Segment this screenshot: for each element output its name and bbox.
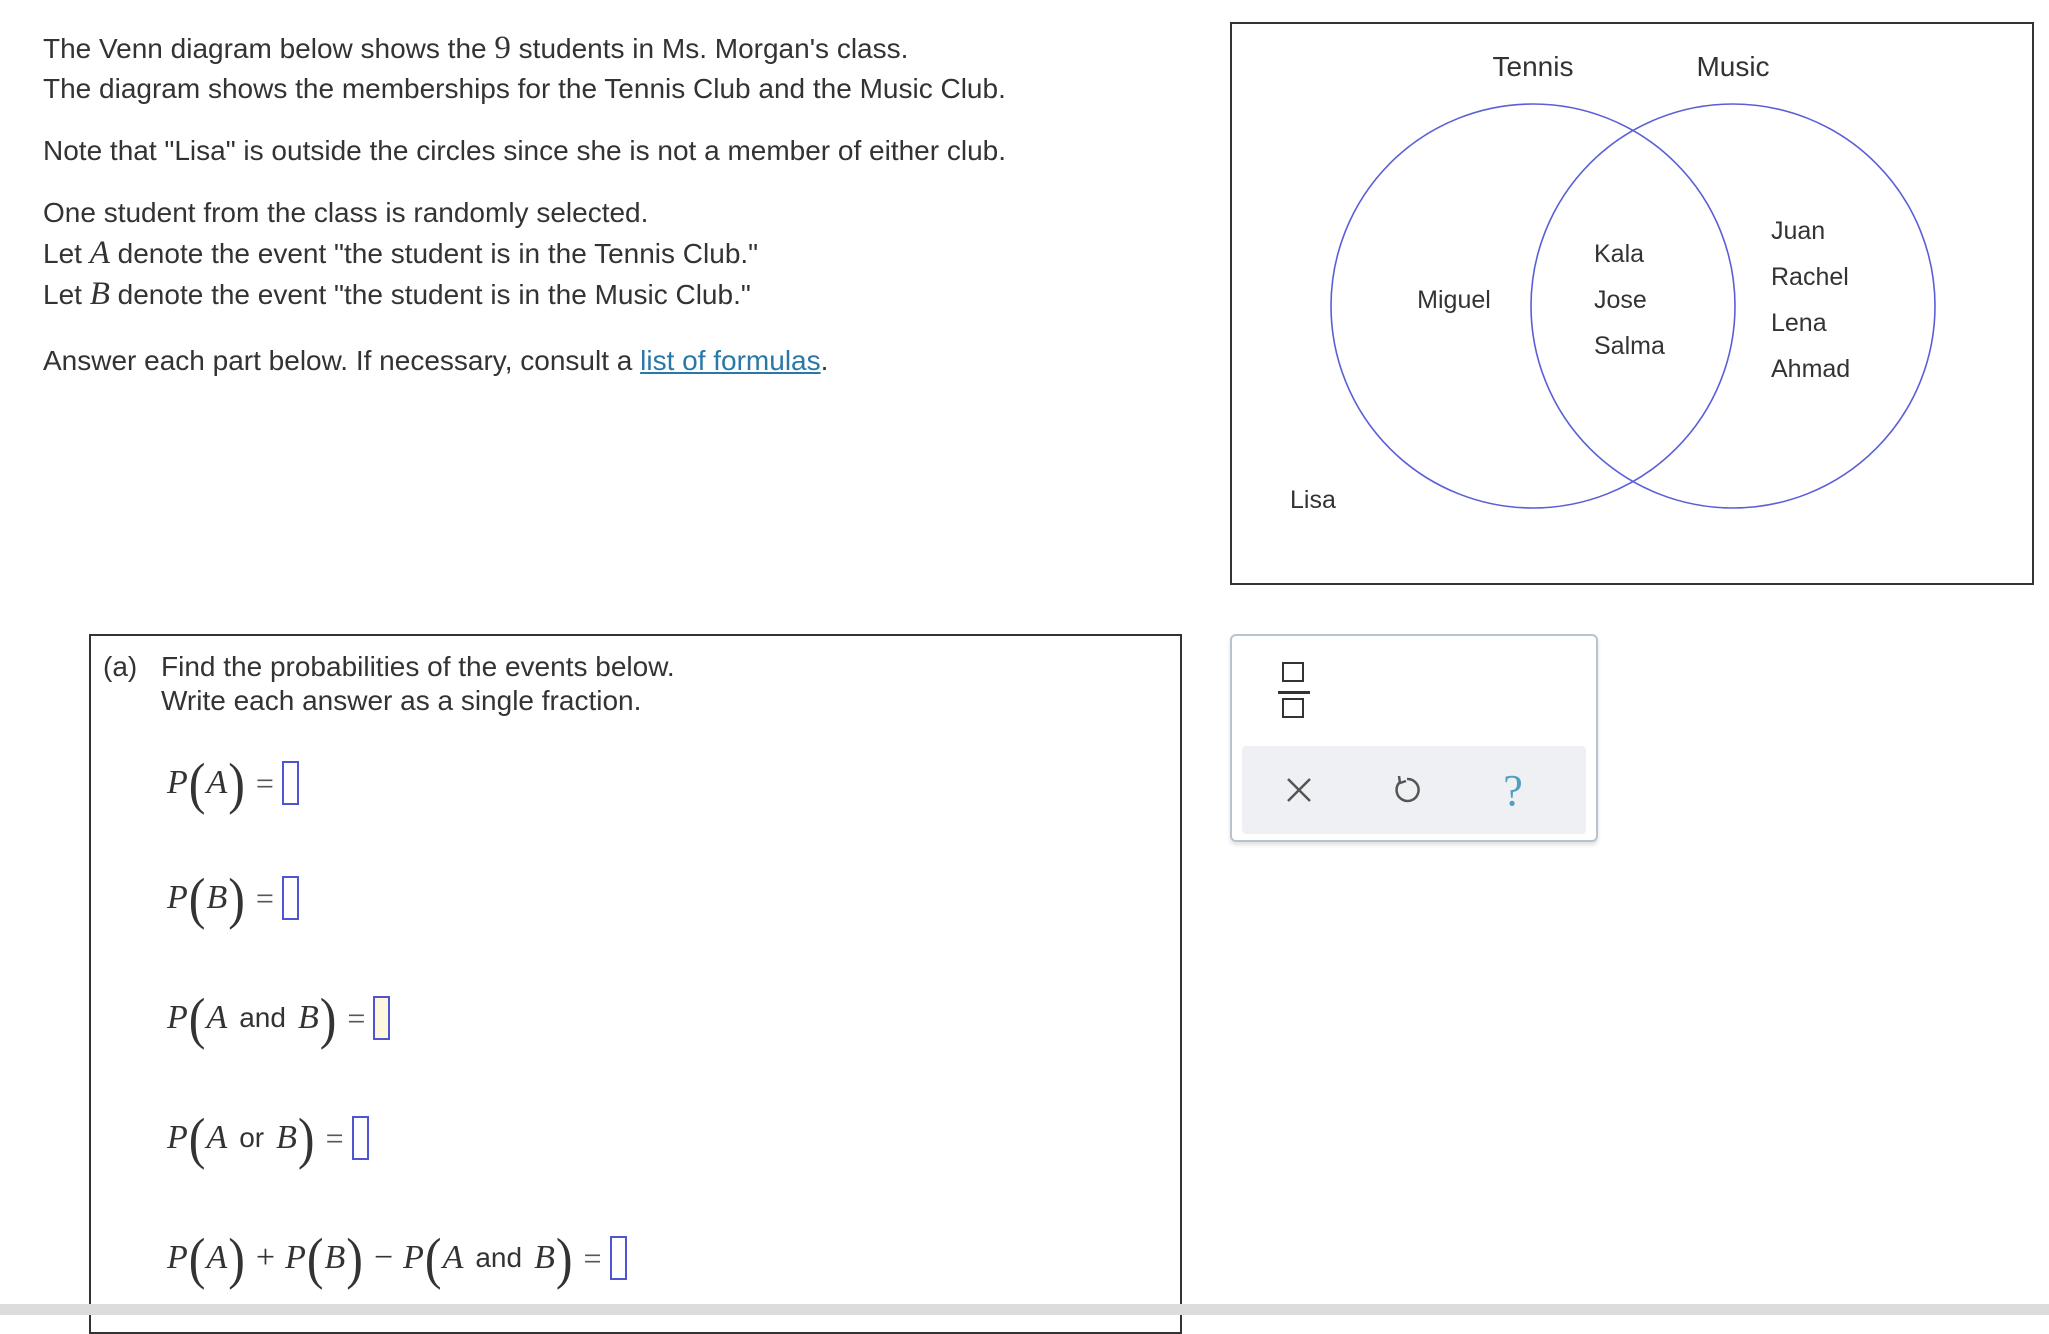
tennis-label: Tennis [1492, 51, 1574, 82]
student-count: 9 [494, 30, 511, 66]
music-label: Music [1696, 51, 1770, 82]
fraction-denominator-icon [1282, 698, 1304, 718]
part-a-instruction-2: Write each answer as a single fraction. [161, 685, 642, 716]
music-circle [1531, 104, 1935, 508]
equation-p-b: P ( B ) = [167, 876, 299, 920]
tennis-circle [1331, 104, 1735, 508]
equation-p-a-and-b: P ( A and B ) = [167, 996, 390, 1040]
fraction-numerator-icon [1282, 662, 1304, 682]
equation-p-a: P ( A ) = [167, 761, 299, 805]
p-a-or-b-answer-input[interactable] [352, 1116, 369, 1160]
fraction-button[interactable] [1278, 662, 1310, 722]
equation-addition-rule: P ( A ) + P ( B ) − P ( A and B ) = [167, 1236, 627, 1280]
member-salma: Salma [1594, 332, 1665, 360]
equation-p-a-or-b: P ( A or B ) = [167, 1116, 369, 1160]
math-toolbar [1230, 634, 1598, 842]
p-a-answer-input[interactable] [282, 761, 299, 805]
member-jose: Jose [1594, 286, 1647, 314]
close-icon [1284, 775, 1314, 805]
horizontal-scrollbar[interactable] [0, 1304, 2049, 1315]
toolbar-action-row [1242, 746, 1586, 834]
fraction-bar-icon [1278, 691, 1310, 694]
part-a-title [103, 650, 675, 718]
event-b-var: B [89, 276, 110, 312]
part-a-panel [89, 634, 1182, 1334]
part-a-label: (a) [103, 651, 138, 682]
formulas-link[interactable]: list of formulas [640, 345, 821, 376]
member-rachel: Rachel [1771, 263, 1849, 291]
member-miguel: Miguel [1417, 286, 1491, 314]
undo-button[interactable] [1377, 760, 1437, 820]
member-ahmad: Ahmad [1771, 355, 1851, 383]
event-b-definition: Let B denote the event "the student is in the Music Club." [43, 276, 751, 312]
intro-line-3: Note that "Lisa" is outside the circles since she is not a member of either club. [43, 135, 1007, 166]
clear-button[interactable] [1269, 760, 1329, 820]
p-a-and-b-answer-input[interactable] [373, 996, 390, 1040]
member-lena: Lena [1771, 309, 1827, 337]
p-b-answer-input[interactable] [282, 876, 299, 920]
member-juan: Juan [1771, 217, 1826, 245]
answer-instruction: Answer each part below. If necessary, consult a list of formulas. [43, 345, 829, 376]
member-kala: Kala [1594, 240, 1645, 268]
event-a-definition: Let A denote the event "the student is in the Tennis Club." [43, 235, 759, 271]
part-a-instruction-1: Find the probabilities of the events below. [161, 651, 675, 682]
help-button[interactable]: ? [1503, 765, 1523, 815]
member-lisa: Lisa [1290, 486, 1336, 514]
addition-rule-answer-input[interactable] [610, 1236, 627, 1280]
intro-line-2: The diagram shows the memberships for the Tennis Club and the Music Club. [43, 73, 1006, 104]
intro-line-4: One student from the class is randomly selected. [43, 197, 649, 228]
undo-icon [1390, 773, 1424, 807]
intro-line-1: The Venn diagram below shows the 9 students in Ms. Morgan's class. [43, 30, 909, 66]
event-a-var: A [89, 235, 110, 271]
venn-diagram [1230, 22, 2034, 585]
problem-statement [43, 28, 1193, 381]
